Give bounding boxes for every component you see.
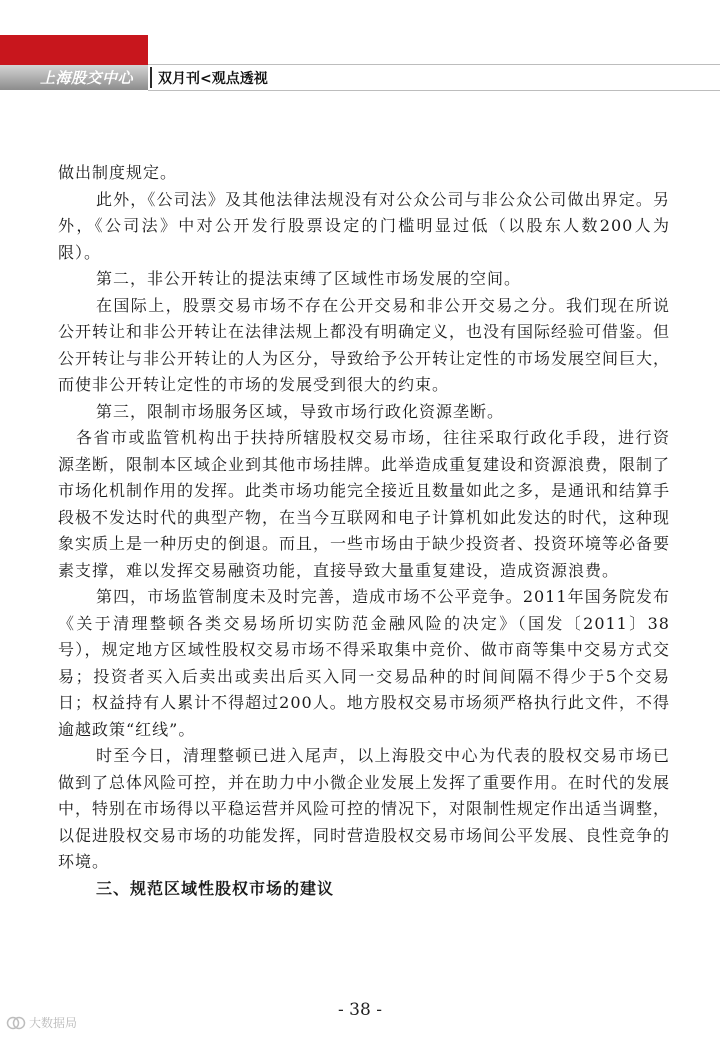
paragraph-7: 第四，市场监管制度未及时完善，造成市场不公平竞争。2011年国务院发布《关于清理整顿各类交易场所切实防范金融风险的决定》（国发〔2011〕38号），规定地方区域性股权交易市场不得采取集中竞价、做市商等集中交易方式交易；投资者买入后卖出或卖出后买入同一交易品种的时间间隔不得少于5个交易日；权益持有人累计不得超过200人。地方股权交易市场须严格执行此文件，不得逾越政策“红线”。 bbox=[58, 587, 670, 739]
watermark bbox=[6, 1014, 77, 1031]
brand-logo-text: 上海股交中心 bbox=[40, 69, 134, 87]
paragraph-8: 时至今日，清理整顿已进入尾声，以上海股交中心为代表的股权交易市场已做到了总体风险可控，并在助力中小微企业发展上发挥了重要作用。在时代的发展中，特别在市场得以平稳运营并风险可控的情况下，对限制性规定作出适当调整，以促进股权交易市场的功能发挥，同时营造股权交易市场间公平发展、良性竞争的环境。 bbox=[58, 746, 671, 871]
header-rule-top bbox=[148, 64, 720, 65]
section-title: 双月刊<观点透视 bbox=[158, 71, 268, 87]
paragraph-4: 在国际上，股票交易市场不存在公开交易和非公开交易之分。我们现在所说公开转让和非公开转让在法律法规上都没有明确定义，也没有国际经验可借鉴。但公开转让与非公开转让的人为区分，导致给予公开转让定性的市场发展空间巨大，而使非公开转让定性的市场的发展受到很大的约束。 bbox=[58, 295, 671, 394]
paragraph-1: 做出制度规定。 bbox=[58, 163, 178, 182]
watermark-text: 大数据局 bbox=[29, 1016, 78, 1030]
header-rule-bottom bbox=[148, 90, 720, 91]
paragraph-2: 此外，《公司法》及其他法律法规没有对公众公司与非公众公司做出界定。另外，《公司法》中对公开发行股票设定的门槛明显过低（以股东人数200人为限）。 bbox=[58, 189, 670, 262]
section-heading: 三、规范区域性股权市场的建议 bbox=[96, 878, 335, 898]
header-red-block bbox=[0, 35, 148, 65]
watermark-logo-icon bbox=[6, 1016, 26, 1030]
page-header bbox=[0, 0, 720, 95]
article-body bbox=[58, 160, 670, 902]
page-number: - 38 - bbox=[338, 1000, 382, 1020]
paragraph-6: 各省市或监管机构出于扶持所辖股权交易市场，往往采取行政化手段，进行资源垄断，限制本区域企业到其他市场挂牌。此举造成重复建设和资源浪费，限制了市场化机制作用的发挥。此类市场功能完全接近且数量如此之多，是通讯和结算手段极不发达时代的典型产物，在当今互联网和电子计算机如此发达的时代，这种现象实质上是一种历史的倒退。而且，一些市场由于缺少投资者、投资环境等必备要素支撑，难以发挥交易融资功能，直接导致大量重复建设，造成资源浪费。 bbox=[58, 428, 671, 580]
paragraph-3: 第二，非公开转让的提法束缚了区域性市场发展的空间。 bbox=[96, 269, 522, 288]
header-divider bbox=[150, 67, 152, 88]
paragraph-5: 第三，限制市场服务区域，导致市场行政化资源垄断。 bbox=[96, 401, 505, 421]
